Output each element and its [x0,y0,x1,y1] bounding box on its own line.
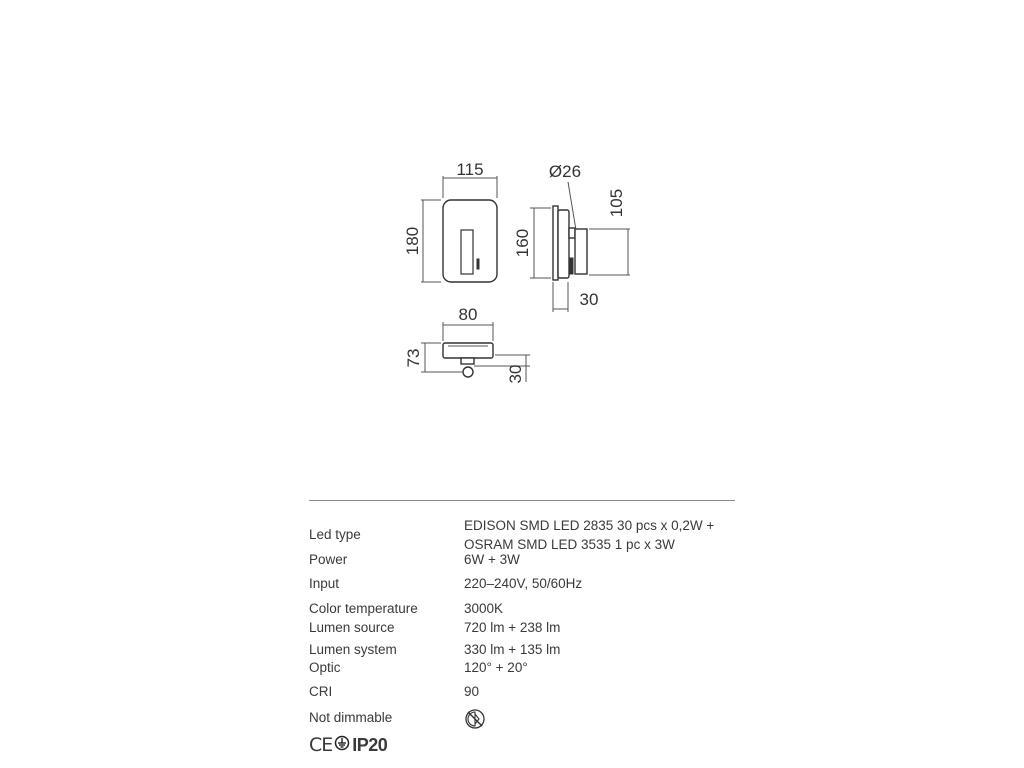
spec-label: Not dimmable [309,710,393,725]
dim-top-head: 30 [506,364,525,384]
dim-top-width: 80 [458,305,478,324]
dim-side-depth-total: 105 [607,188,626,218]
top-head [463,367,473,377]
spec-value: 90 [464,684,480,699]
spec-value: 3000K [464,601,504,616]
dim-side-height: 160 [513,228,532,258]
dim-front-height: 180 [403,226,422,256]
dim-front-width: 115 [456,160,484,179]
side-plate-front [558,210,569,278]
spec-value: 220–240V, 50/60Hz [464,576,583,591]
spec-value: 720 lm + 238 lm [464,620,561,635]
top-stem [461,358,474,364]
front-led-panel [461,230,473,274]
spec-value: EDISON SMD LED 2835 30 pcs x 0,2W + [464,518,715,533]
spec-label: Lumen system [309,642,397,657]
spec-label: Optic [309,660,341,675]
side-plate-back [553,206,558,280]
spec-value: 6W + 3W [464,552,520,567]
dim-top-depth: 73 [404,348,423,368]
side-view [513,162,630,312]
spec-label: Led type [309,527,361,542]
front-switch [477,259,479,269]
spec-value: OSRAM SMD LED 3535 1 pc x 3W [464,537,675,552]
dim-side-head-depth: 30 [579,290,599,309]
ce-mark: CE [309,734,333,756]
dim-side-diameter: Ø26 [548,162,582,181]
top-plate [443,343,493,358]
spec-label: Color temperature [309,601,418,616]
top-view [404,305,530,383]
certification-marks [309,734,387,756]
spec-label: Power [309,552,348,567]
spec-value: 330 lm + 135 lm [464,642,561,657]
ip-rating: IP20 [352,734,388,755]
earth-icon [334,735,350,756]
spec-row-led-type [309,518,735,554]
spec-label: CRI [309,684,333,699]
spec-table [309,500,735,725]
spec-value: 120° + 20° [464,660,528,675]
spec-label: Lumen source [309,620,395,635]
not-dimmable-icon [464,708,486,734]
side-switch [569,258,573,274]
side-joint [569,228,575,238]
side-head [575,229,587,274]
spec-label: Input [309,576,340,591]
front-view [403,160,497,282]
